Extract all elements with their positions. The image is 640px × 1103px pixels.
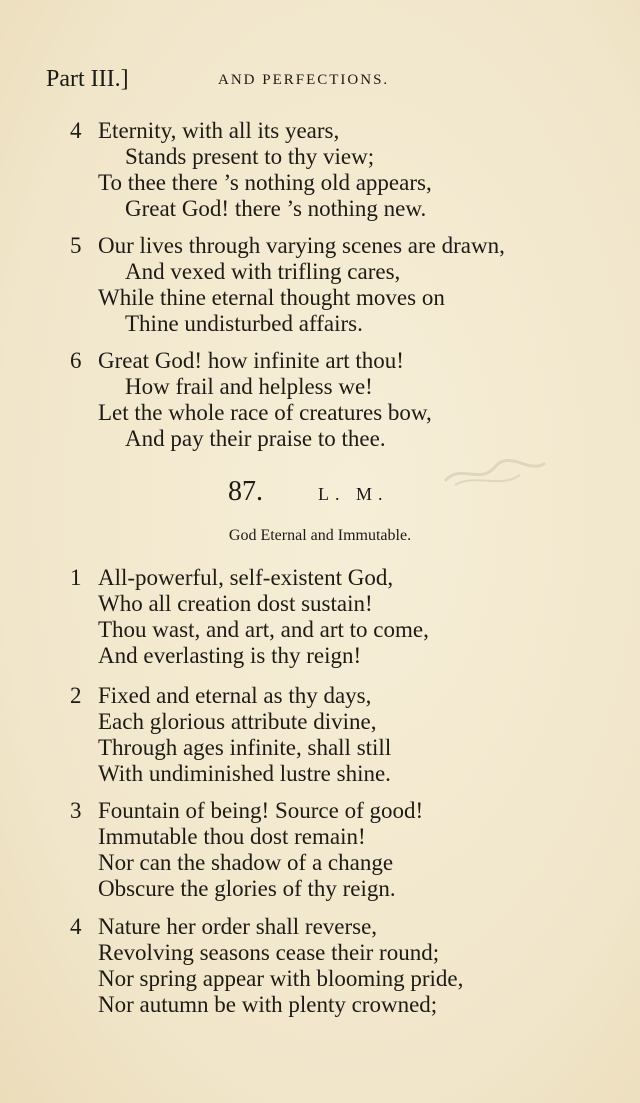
- stanza-number: 5: [70, 233, 82, 258]
- verse-line: And vexed with trifling cares,: [125, 259, 401, 284]
- verse-line: Revolving seasons cease their round;: [98, 940, 440, 965]
- verse-line: Nor spring appear with blooming pride,: [98, 966, 464, 991]
- stanza-number: 1: [70, 565, 82, 590]
- verse-line: Nor autumn be with plenty crowned;: [98, 992, 438, 1017]
- verse-line: All-powerful, self-existent God,: [98, 565, 394, 590]
- verse-line: To thee there ’s nothing old appears,: [98, 170, 432, 195]
- verse-line: While thine eternal thought moves on: [98, 285, 445, 310]
- hymn-heading: [0, 476, 640, 512]
- verse-line: Each glorious attribute divine,: [98, 709, 377, 734]
- verse-line: Our lives through varying scenes are drawn,: [98, 233, 505, 258]
- verse-line: Great God! how infinite art thou!: [98, 348, 404, 373]
- verse-line: Fountain of being! Source of good!: [98, 798, 424, 823]
- verse-line: Nor can the shadow of a change: [98, 850, 394, 875]
- verse-line: Eternity, with all its years,: [98, 118, 340, 143]
- stanza-number: 2: [70, 683, 82, 708]
- verse-line: Obscure the glories of thy reign.: [98, 876, 396, 901]
- verse-line: Stands present to thy view;: [125, 144, 375, 169]
- stanza-number: 4: [70, 914, 82, 939]
- running-header: [46, 66, 606, 96]
- verse-line: Let the whole race of creatures bow,: [98, 400, 432, 425]
- hymn-number: 87.: [228, 476, 263, 507]
- stanza-number: 4: [70, 118, 82, 143]
- verse-line: Great God! there ’s nothing new.: [125, 196, 427, 221]
- verse-line: Immutable thou dost remain!: [98, 824, 366, 849]
- stanza-number: 3: [70, 798, 82, 823]
- verse-line: Through ages infinite, shall still: [98, 735, 392, 760]
- verse-line: And everlasting is thy reign!: [98, 643, 362, 668]
- verse-line: Fixed and eternal as thy days,: [98, 683, 372, 708]
- verse-line: Nature her order shall reverse,: [98, 914, 378, 939]
- verse-line: With undiminished lustre shine.: [98, 761, 391, 786]
- verse-line: Thine undisturbed affairs.: [125, 311, 363, 336]
- verse-line: And pay their praise to thee.: [125, 426, 386, 451]
- verse-line: How frail and helpless we!: [125, 374, 373, 399]
- stanza-number: 6: [70, 348, 82, 373]
- hymn-subtitle: God Eternal and Immutable.: [228, 527, 412, 544]
- verse-line: Thou wast, and art, and art to come,: [98, 617, 429, 642]
- part-label: Part III.]: [46, 66, 129, 92]
- running-title: AND PERFECTIONS.: [218, 72, 390, 88]
- verse-line: Who all creation dost sustain!: [98, 591, 373, 616]
- hymn-meter: L. M.: [318, 484, 389, 504]
